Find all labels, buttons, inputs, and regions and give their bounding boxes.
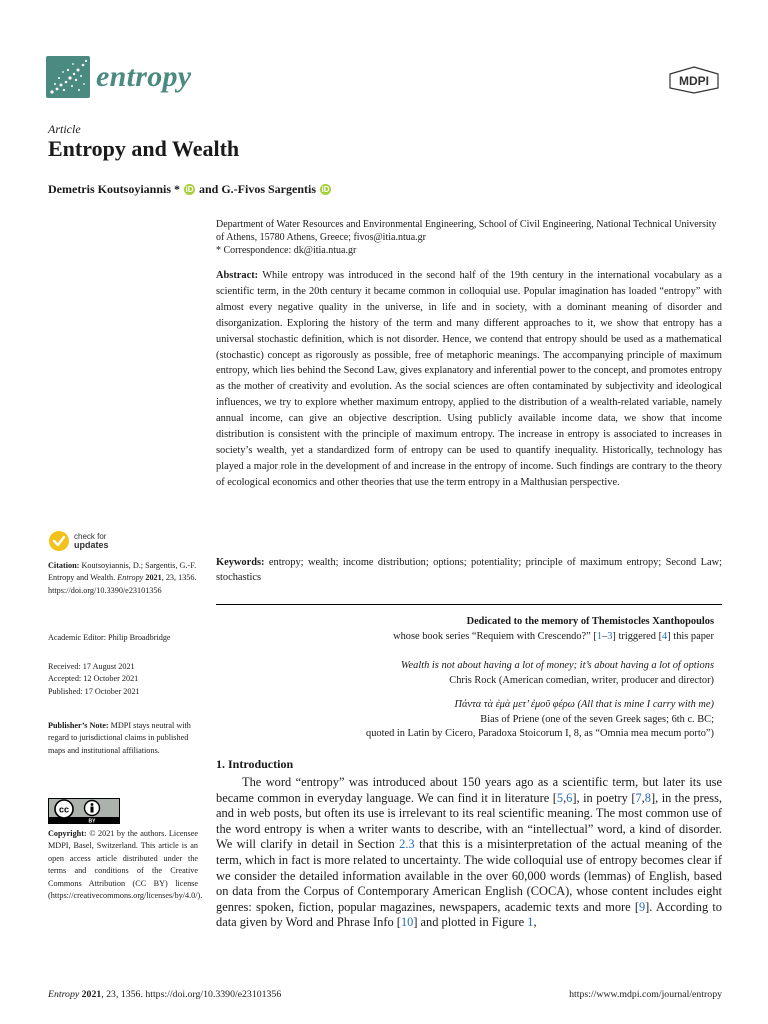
reference-link[interactable]: 10 bbox=[400, 915, 414, 930]
dedication bbox=[216, 615, 714, 644]
footer-doi[interactable]: , 23, 1356. https://doi.org/10.3390/e23101356 bbox=[101, 989, 282, 1000]
entropy-logo-icon bbox=[46, 56, 90, 98]
copyright-label: Copyright: bbox=[48, 829, 87, 838]
orcid-icon[interactable]: iD bbox=[185, 185, 194, 194]
quote-source: quoted in Latin by Cicero, Paradoxa Stoicorum I, 8, as “Omnia mea mecum porto”) bbox=[366, 728, 714, 740]
keywords bbox=[216, 555, 722, 585]
section-heading: 1. Introduction bbox=[216, 757, 294, 771]
journal-name: entropy bbox=[96, 60, 192, 93]
publisher-name: MDPI bbox=[679, 74, 709, 88]
author-name[interactable]: Demetris Koutsoyiannis * bbox=[48, 182, 180, 196]
citation bbox=[48, 560, 198, 597]
keywords-text: entropy; wealth; income distribution; options; potentiality; principle of maximum entropy; Second Law; stochastics bbox=[216, 557, 722, 583]
quote-text: Πάντα τὰ ἐμὰ μετ’ ἐμοῦ φέρω (All that is mine I carry with me) bbox=[454, 699, 714, 710]
accepted-date: Accepted: 12 October 2021 bbox=[48, 674, 139, 684]
dates bbox=[48, 661, 198, 698]
reference-link[interactable]: 4 bbox=[662, 630, 668, 642]
abstract-label: Abstract: bbox=[216, 270, 259, 281]
citation-doi[interactable]: , 23, 1356. https://doi.org/10.3390/e23101356 bbox=[48, 573, 197, 595]
orcid-icon[interactable]: iD bbox=[321, 185, 330, 194]
citation-journal: Entropy bbox=[117, 573, 144, 583]
abstract bbox=[216, 268, 722, 491]
abstract-text: While entropy was introduced in the second half of the 19th century in the international vocabulary as a scientific term, in the 20th century it became common in colloquial use. Popular imagination has loaded “entropy” with almost every negative quality in the universe, in life and in society, with a dominant meaning of disorder and disorganization. Exploring the history of the term and many different approaches to it, we show that entropy has a universal stochastic definition, which is not disorder. Hence, we contend that entropy should be used as a mathematical (stochastic) concept as rigorously as possible, free of metaphoric meanings. The accompanying principle of maximum entropy, which lies behind the Second Law, gives explanatory and inferential power to the concept, and promotes entropy as the mother of creativity and evolution. As the social sciences are often contaminated by subjectivity and ideological influences, we try to explore whether maximum entropy, applied to the distribution of a wealth-related variable, namely annual income, can give an objective description. Using publicly available income data, we show that income distribution is consistent with the principle of maximum entropy. The increase in entropy is associated to increases in society’s wealth, yet a standardized form of entropy can be used to quantify inequality. Historically, technology has played a major role in the development of and increase in the entropy of income. Such findings are contrary to the theory of ecological economics and other theories that use the term entropy in a Malthusian perspective. bbox=[216, 270, 722, 488]
citation-year: 2021 bbox=[145, 573, 162, 583]
quote-author: Chris Rock (American comedian, writer, producer and director) bbox=[449, 674, 714, 686]
reference-link[interactable]: 3 bbox=[607, 630, 613, 642]
keywords-label: Keywords: bbox=[216, 557, 265, 568]
introduction-paragraph: The word “entropy” was introduced about 150 years ago as a scientific term, but later its use became common in everyday language. We can find it in literature [5,6], in poetry [7,8], in the press, and in web posts, but often its use is irrelevant to its real scientific meaning. The most common use of the word entropy is when a writer wants to describe, with an “intellectual” word, a kind of disorder. We will clarify in detail in Section 2.3 that this is a misinterpretation of the actual meaning of the term, which in fact is more related to uncertainty. The wide colloquial use of entropy becomes clear if we consider the detailed information available in the over 60,000 words (lemmas) of English, based on data from the Corpus of Contemporary American English (COCA), whose content includes eight genres: spoken, fiction, popular magazines, newspapers, academic texts and more [9]. According to data given by Word and Phrase Info [10] and plotted in Figure 1, bbox=[216, 775, 722, 930]
reference-link[interactable]: 8 bbox=[644, 790, 651, 805]
svg-text:BY: BY bbox=[88, 818, 96, 824]
check-icon bbox=[48, 530, 70, 552]
cc-by-license-icon[interactable] bbox=[48, 798, 120, 824]
author-list bbox=[48, 182, 331, 197]
epigraph-quote bbox=[216, 698, 714, 742]
publishers-note bbox=[48, 720, 198, 757]
dedication-title: Dedicated to the memory of Themistocles Xanthopoulos bbox=[466, 616, 714, 627]
divider bbox=[216, 604, 722, 605]
copyright-text: © 2021 by the authors. Licensee MDPI, Basel, Switzerland. This article is an open access article distributed under the terms and conditions of the Creative Commons Attribution (CC BY) license (https://creativecommons.org/licenses/by/4.0/). bbox=[48, 829, 203, 901]
section-link[interactable]: 2.3 bbox=[399, 837, 415, 852]
reference-link[interactable]: 1 bbox=[596, 630, 603, 642]
citation-label: Citation: bbox=[48, 561, 80, 570]
check-label: check for bbox=[74, 532, 107, 541]
affiliation: Department of Water Resources and Environmental Engineering, School of Civil Engineering, National Technical University of Athens, 15780 Athens, Greece; fivos@itia.ntua.gr bbox=[216, 219, 717, 243]
reference-link[interactable]: 9 bbox=[638, 899, 646, 914]
citation-text: Koutsoyiannis, D.; Sargentis, G.-F. Entropy and Wealth. bbox=[48, 561, 197, 583]
article-type: Article bbox=[48, 122, 81, 136]
page-title: Entropy and Wealth bbox=[48, 136, 240, 161]
check-for-updates[interactable] bbox=[48, 530, 109, 552]
received-date: Received: 17 August 2021 bbox=[48, 662, 135, 671]
quote-author: Bias of Priene (one of the seven Greek sages; 6th c. BC; bbox=[480, 713, 714, 725]
pubnote-text: MDPI stays neutral with regard to jurisdictional claims in published maps and institutional affiliations. bbox=[48, 721, 191, 755]
published-date: Published: 17 October 2021 bbox=[48, 686, 140, 696]
reference-link[interactable]: 7 bbox=[635, 790, 642, 805]
affiliation-block bbox=[216, 218, 722, 257]
figure-link[interactable]: 1 bbox=[527, 915, 534, 930]
quote-text: Wealth is not about having a lot of money; it’s about having a lot of options bbox=[400, 660, 714, 671]
dedication-line: whose book series “Requiem with Crescendo?” [1–3] triggered [4] this paper bbox=[393, 630, 714, 642]
pubnote-label: Publisher’s Note: bbox=[48, 721, 109, 730]
footer-year: 2021 bbox=[81, 989, 102, 1000]
epigraph-quote bbox=[216, 659, 714, 688]
copyright bbox=[48, 828, 203, 902]
mdpi-logo-icon bbox=[668, 66, 720, 94]
svg-text:cc: cc bbox=[58, 804, 70, 815]
footer-journal-url[interactable]: https://www.mdpi.com/journal/entropy bbox=[569, 989, 722, 1000]
correspondence: * Correspondence: dk@itia.ntua.gr bbox=[216, 245, 357, 256]
academic-editor: Academic Editor: Philip Broadbridge bbox=[48, 633, 171, 642]
author-name[interactable]: and G.-Fivos Sargentis bbox=[199, 182, 317, 196]
reference-link[interactable]: 6 bbox=[566, 790, 573, 805]
reference-link[interactable]: 5 bbox=[556, 790, 564, 805]
updates-label: updates bbox=[74, 540, 109, 550]
footer-journal: Entropy bbox=[48, 989, 80, 1000]
footer-citation bbox=[48, 989, 281, 1000]
